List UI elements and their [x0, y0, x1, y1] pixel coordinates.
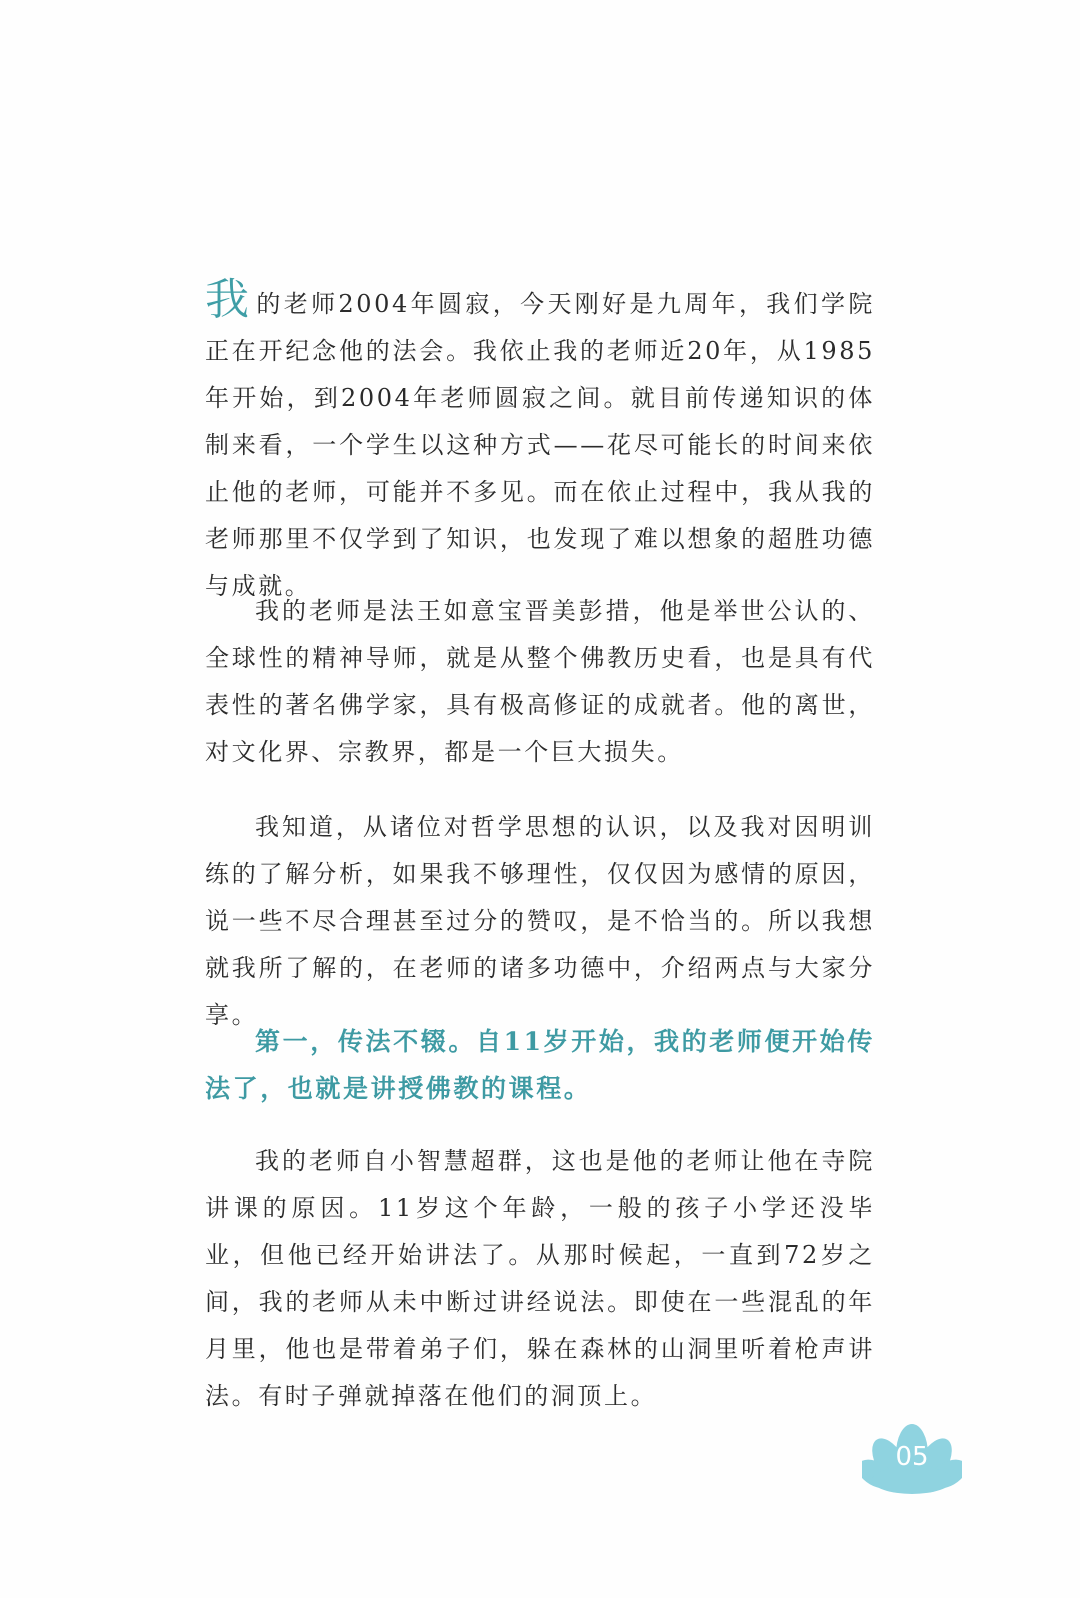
paragraph-1-text: 的老师2004年圆寂，今天刚好是九周年，我们学院正在开纪念他的法会。我依止我的老师近20年，从1985年开始，到2004年老师圆寂之间。就目前传递知识的体制来看，一个学生以这种方式——花尽可能长的时间来依止他的老师，可能并不多见。而在依止过程中，我从我的老师那里不仅学到了知识，也发现了难以想象的超胜功德与成就。 [205, 290, 875, 600]
highlight-paragraph [205, 1018, 875, 1112]
highlight-text: 第一，传法不辍。自11岁开始，我的老师便开始传法了，也就是讲授佛教的课程。 [205, 1027, 875, 1103]
paragraph-1 [205, 274, 875, 610]
paragraph-2 [205, 588, 875, 776]
paragraph-5-text: 我的老师自小智慧超群，这也是他的老师让他在寺院讲课的原因。11岁这个年龄，一般的孩子小学还没毕业，但他已经开始讲法了。从那时候起，一直到72岁之间，我的老师从未中断过讲经说法。即使在一些混乱的年月里，他也是带着弟子们，躲在森林的山洞里听着枪声讲法。有时子弹就掉落在他们的洞顶上。 [205, 1147, 875, 1410]
page-number-badge [862, 1420, 962, 1498]
paragraph-3 [205, 804, 875, 1039]
drop-cap: 我 [205, 274, 253, 325]
paragraph-3-text: 我知道，从诸位对哲学思想的认识，以及我对因明训练的了解分析，如果我不够理性，仅仅因为感情的原因，说一些不尽合理甚至过分的赞叹，是不恰当的。所以我想就我所了解的，在老师的诸多功德中，介绍两点与大家分享。 [205, 813, 875, 1029]
page-number: 05 [895, 1442, 929, 1472]
paragraph-1-body [205, 274, 875, 610]
paragraph-5 [205, 1138, 875, 1420]
paragraph-2-text: 我的老师是法王如意宝晋美彭措，他是举世公认的、全球性的精神导师，就是从整个佛教历史看，也是具有代表性的著名佛学家，具有极高修证的成就者。他的离世，对文化界、宗教界，都是一个巨大损失。 [205, 597, 875, 766]
